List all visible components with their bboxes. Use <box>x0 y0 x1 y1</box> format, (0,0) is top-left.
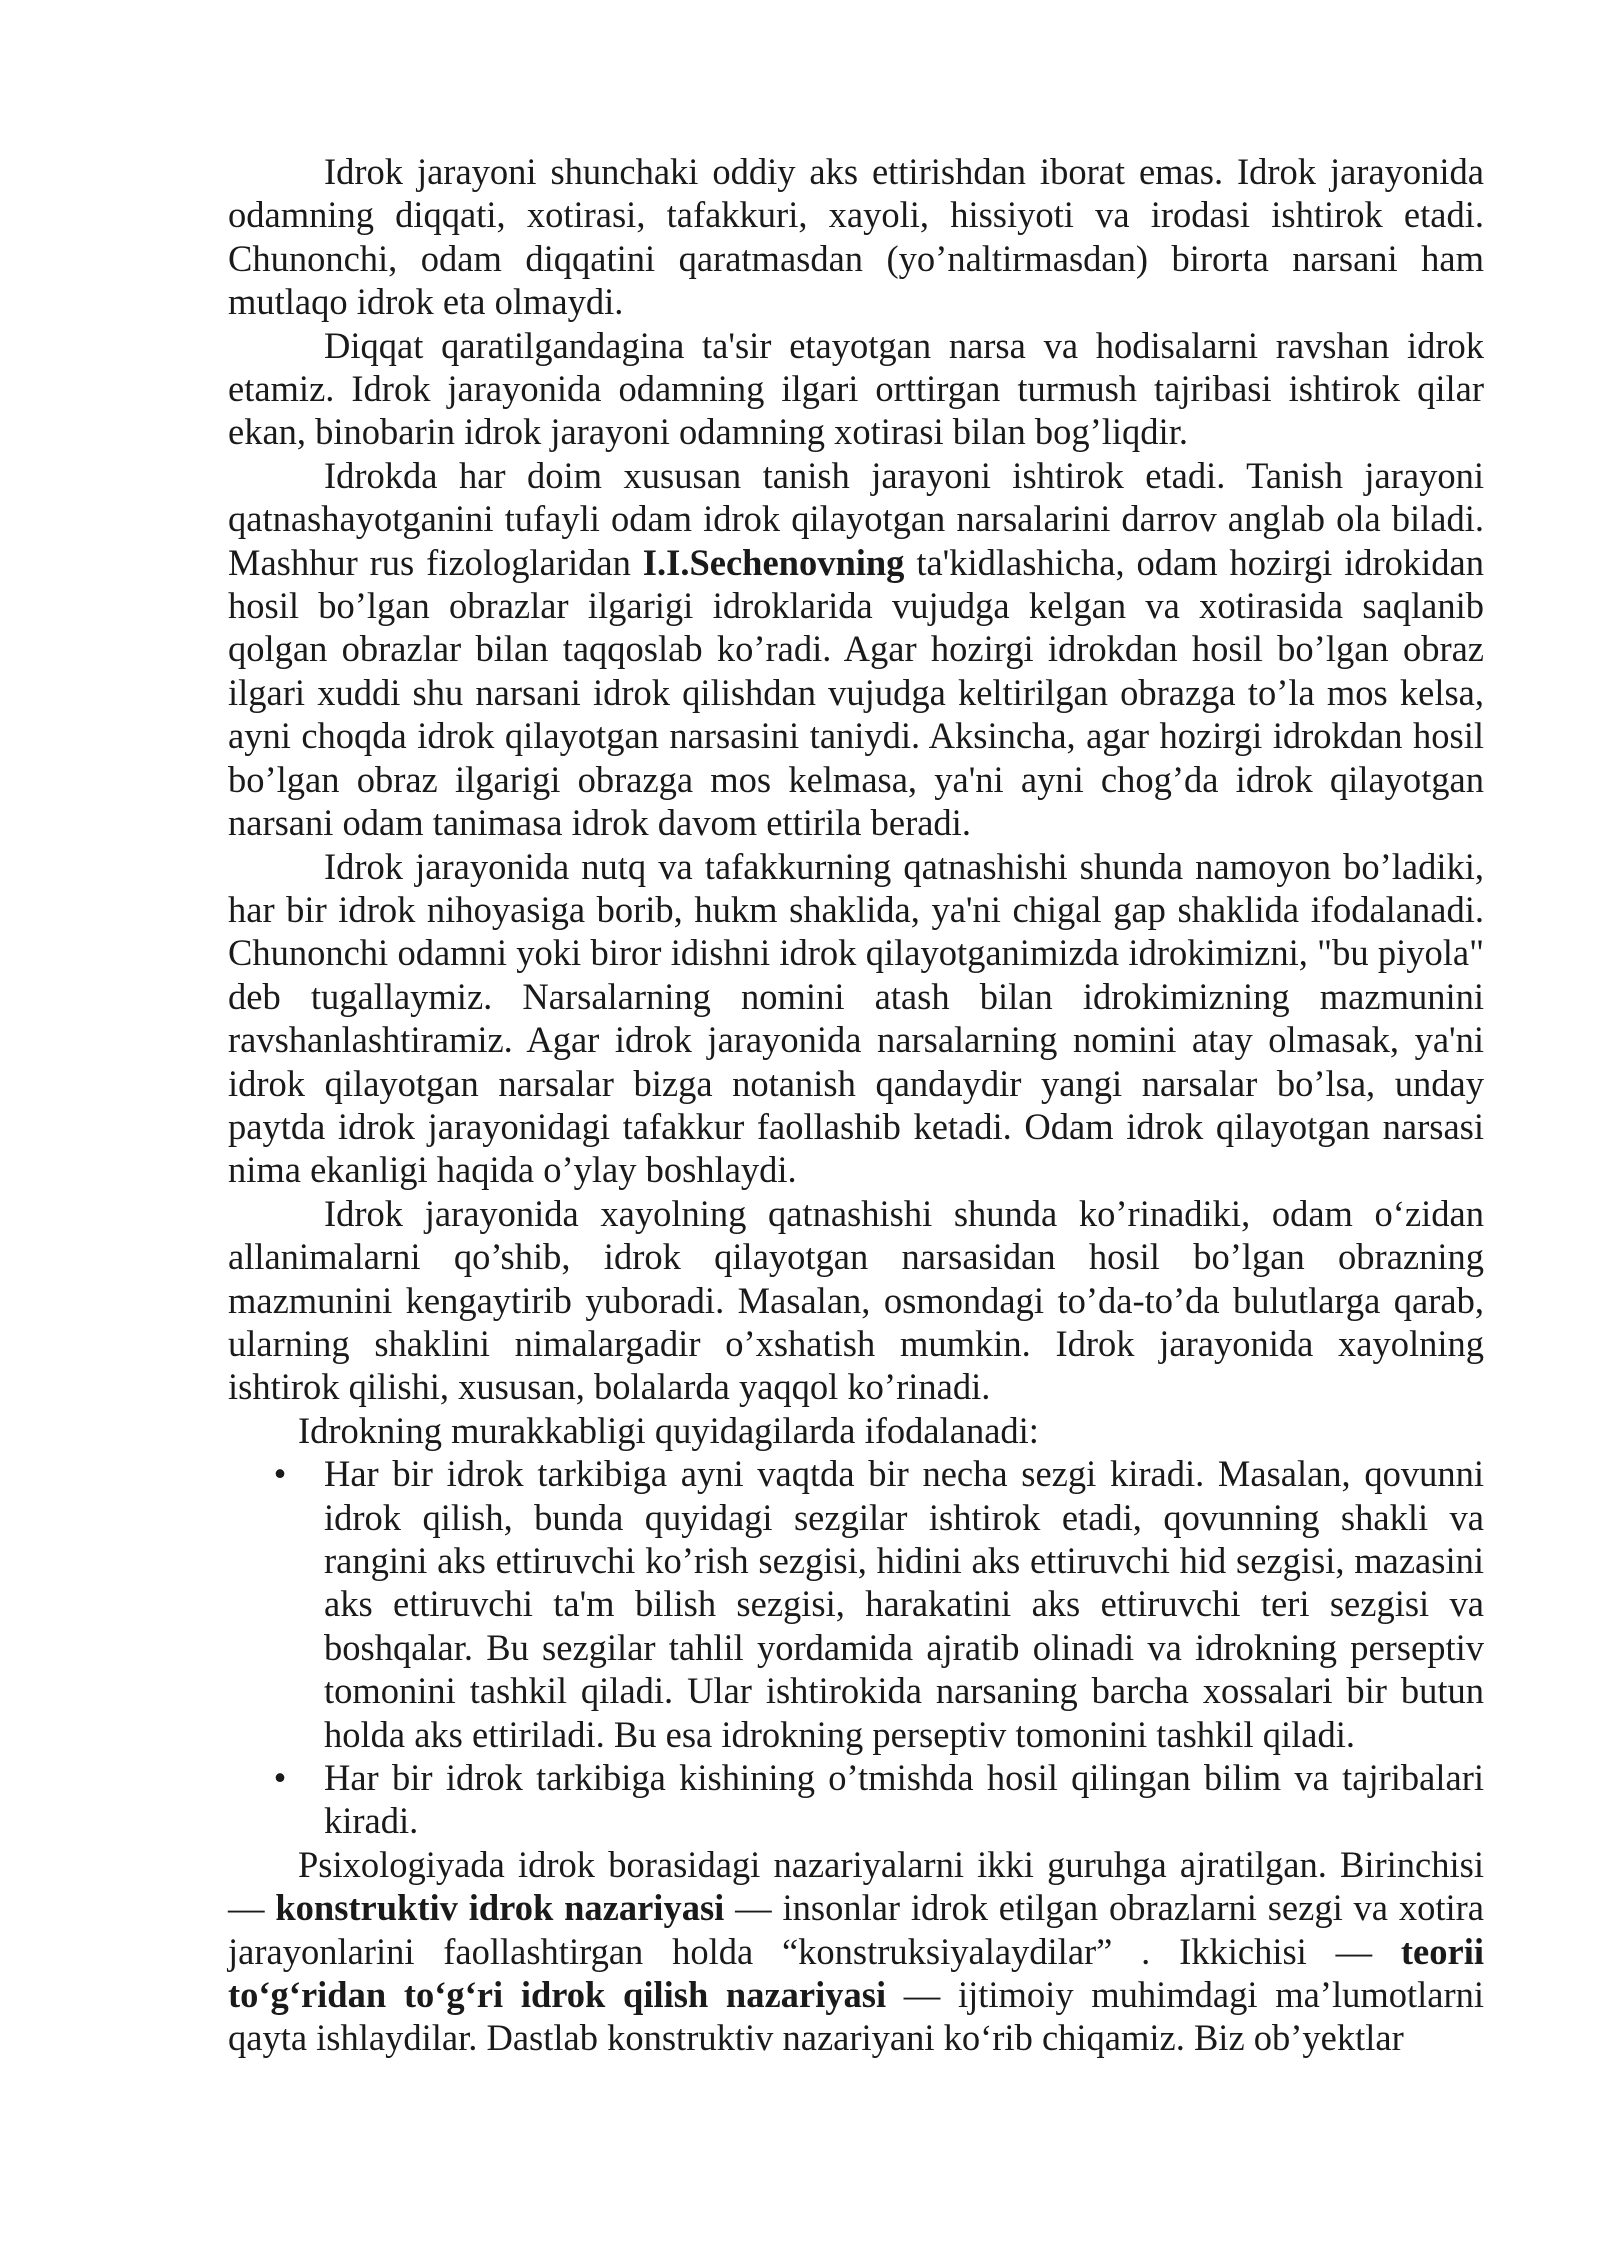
paragraph-1: Idrok jarayoni shunchaki oddiy aks ettirishdan iborat emas. Idrok jarayonida odamning diqqati, xotirasi, tafakkuri, xayoli, hissiyoti va irodasi ishtirok etadi. Chunonchi, odam diqqatini qaratmasdan (yo’naltirmasdan) birorta narsani ham mutlaqo idrok eta olmaydi. <box>228 151 1484 323</box>
paragraph-6: Idrokning murakkabligi quyidagilarda ifodalanadi: <box>298 1409 1039 1451</box>
paragraph-3-text-b: ta'kidlashicha, odam hozirgi idrokidan hosil bo’lgan obrazlar ilgarigi idroklarida vujudga kelgan va xotirasida saqlanib qolgan obrazlar bilan taqqoslab ko’radi. Agar hozirgi idrokdan hosil bo’lgan obraz ilgari xuddi shu narsani idrok qilishdan vujudga keltirilgan obrazga to’la mos kelsa, ayni choqda idrok qilayotgan narsasini taniydi. Aksincha, agar hozirgi idrokdan hosil bo’lgan obraz ilgarigi obrazga mos kelmasa, ya'ni ayni chog’da idrok qilayotgan narsani odam tanimasa idrok davom ettirila beradi. <box>228 541 1484 844</box>
bullet-icon: • <box>273 1757 287 1799</box>
paragraph-7-text-a: Psixologiyada idrok borasidagi nazariyalarni ikki guruhga ajratilgan. Birinchisi — <box>228 1843 1484 1929</box>
paragraph-2: Diqqat qaratilgandagina ta'sir etayotgan narsa va hodisalarni ravshan idrok etamiz. Idrok jarayonida odamning ilgari orttirgan turmush tajribasi ishtirok qilar ekan, binobarin idrok jarayoni odamning xotirasi bilan bog’liqdir. <box>228 324 1484 453</box>
paragraph-3-text-a: Idrokda har doim xususan tanish jarayoni ishtirok etadi. Tanish jarayoni qatnashayotganini tufayli odam idrok qilayotgan narsalarini darrov anglab ola biladi. Mashhur rus fizologlaridan <box>228 454 1484 583</box>
document-page <box>228 150 1484 2060</box>
paragraph-7 <box>228 1843 1484 2060</box>
list-item-text: Har bir idrok tarkibiga ayni vaqtda bir necha sezgi kiradi. Masalan, qovunni idrok qilish, bunda quyidagi sezgilar ishtirok etadi, qovunning shakli va rangini aks ettiruvchi ko’rish sezgisi, hidini aks ettiruvchi hid sezgisi, mazasini aks ettiruvchi ta'm bilish sezgisi, harakatini aks ettiruvchi teri sezgisi va boshqalar. Bu sezgilar tahlil yordamida ajratib olinadi va idrokning perseptiv tomonini tashkil qiladi. Ular ishtirokida narsaning barcha xossalari bir butun holda aks ettiriladi. Bu esa idrokning perseptiv tomonini tashkil qiladi. <box>324 1453 1484 1755</box>
list-item <box>273 1452 1484 1756</box>
bullet-list <box>228 1452 1484 1843</box>
term-bold-1: konstruktiv idrok nazariyasi <box>275 1887 725 1929</box>
paragraph-7-text-b: — insonlar idrok etilgan obrazlarni sezgi va xotira jarayonlarini faollashtirgan holda “konstruksiyalaydilar” . Ikkichisi — <box>228 1887 1484 1972</box>
list-item-text: Har bir idrok tarkibiga kishining o’tmishda hosil qilingan bilim va tajribalari kiradi. <box>324 1757 1484 1842</box>
author-name-bold: I.I.Sechenovning <box>642 541 905 583</box>
list-item <box>273 1756 1484 1843</box>
paragraph-3 <box>228 454 1484 845</box>
paragraph-7-text-c: — ijtimoiy muhimdagi ma’lumotlarni qayta ishlaydilar. Dastlab konstruktiv nazariyani ko‘rib chiqamiz. Biz ob’yektlar <box>228 1974 1485 2059</box>
paragraph-4: Idrok jarayonida nutq va tafakkurning qatnashishi shunda namoyon bo’ladiki, har bir idrok nihoyasiga borib, hukm shaklida, ya'ni chigal gap shaklida ifodalanadi. Chunonchi odamni yoki biror idishni idrok qilayotganimizda idrokimizni, "bu piyola" deb tugallaymiz. Narsalarning nomini atash bilan idrokimizning mazmunini ravshanlashtiramiz. Agar idrok jarayonida narsalarning nomini atay olmasak, ya'ni idrok qilayotgan narsalar bizga notanish qandaydir yangi narsalar bo’lsa, unday paytda idrok jarayonidagi tafakkur faollashib ketadi. Odam idrok qilayotgan narsasi nima ekanligi haqida o’ylay boshlaydi. <box>228 845 1484 1191</box>
paragraph-5: Idrok jarayonida xayolning qatnashishi shunda ko’rinadiki, odam o‘zidan allanimalarni qo’shib, idrok qilayotgan narsasidan hosil bo’lgan obrazning mazmunini kengaytirib yuboradi. Masalan, osmondagi to’da-to’da bulutlarga qarab, ularning shaklini nimalargadir o’xshatish mumkin. Idrok jarayonida xayolning ishtirok qilishi, xususan, bolalarda yaqqol ko’rinadi. <box>228 1192 1484 1408</box>
term-bold-2: teorii to‘g‘ridan to‘g‘ri idrok qilish nazariyasi <box>228 1930 1484 2016</box>
bullet-icon: • <box>273 1453 287 1495</box>
